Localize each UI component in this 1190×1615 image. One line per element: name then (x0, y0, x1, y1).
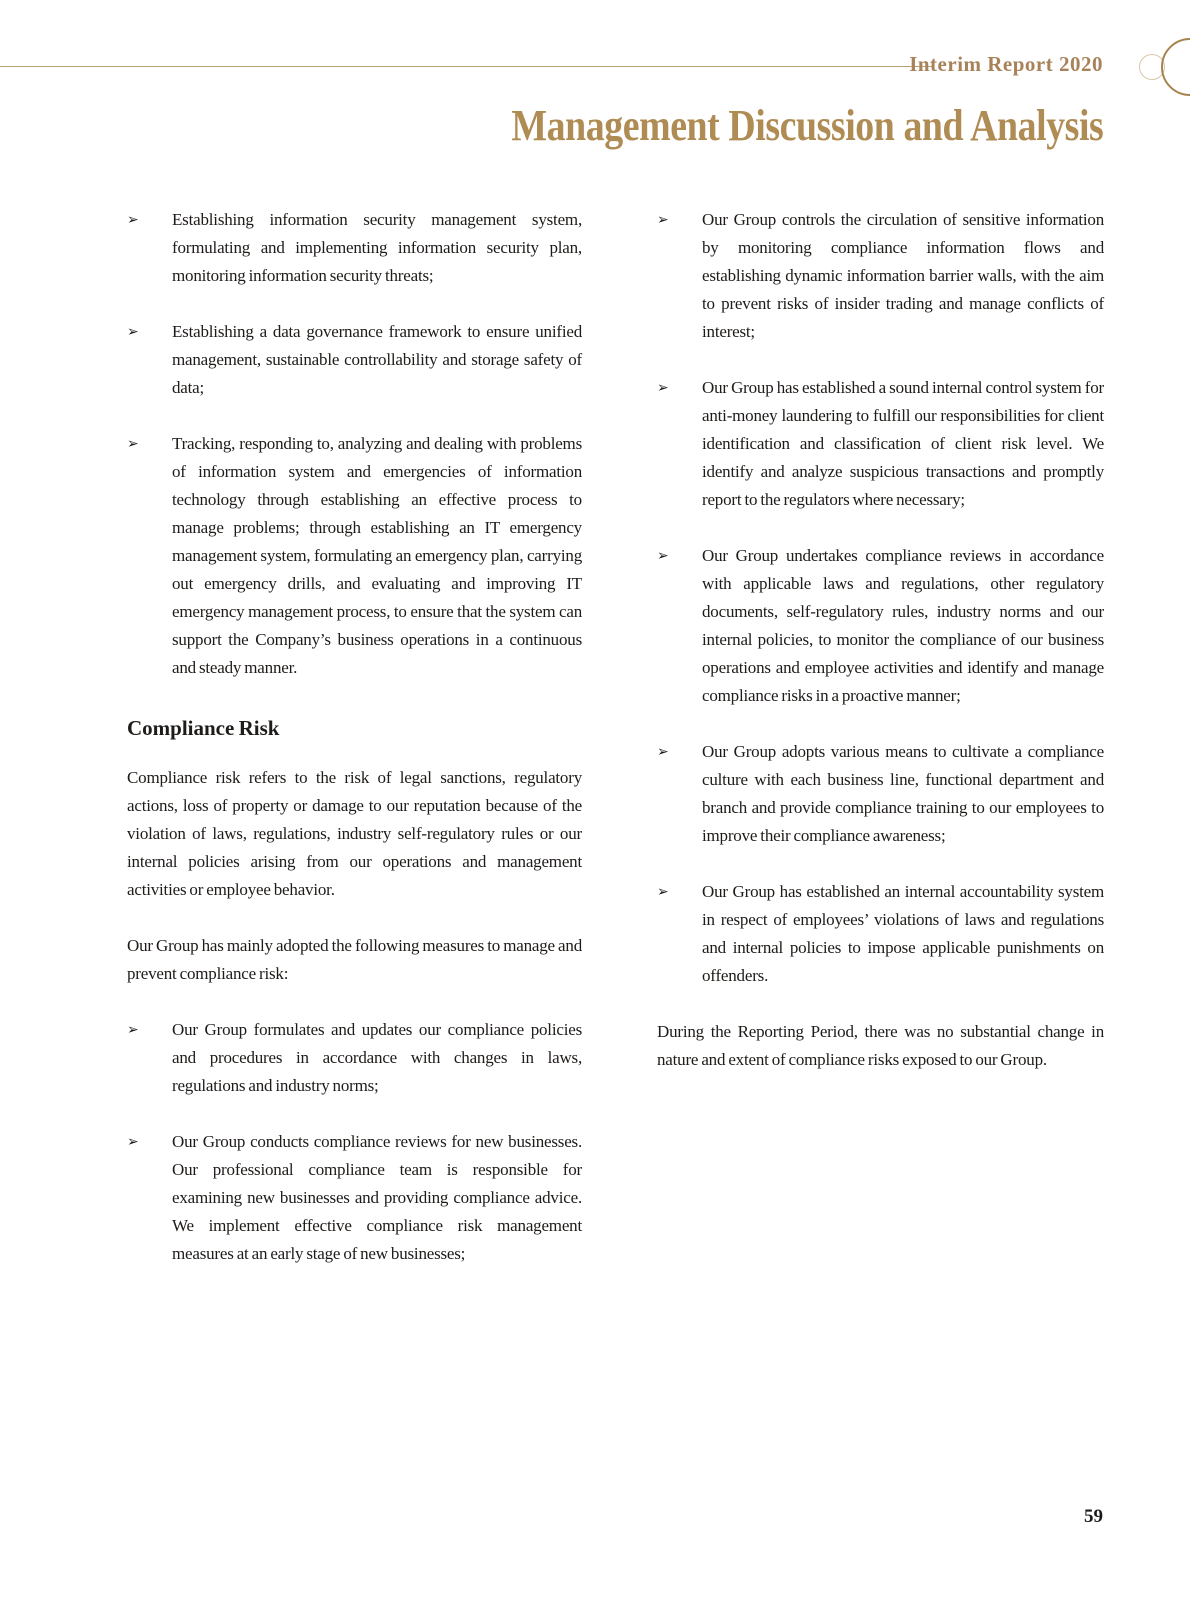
arrow-bullet-icon: ➢ (127, 1022, 139, 1038)
arrow-bullet-icon: ➢ (657, 744, 669, 760)
arrow-bullet-icon: ➢ (127, 1134, 139, 1150)
bullet-text: Our Group has established a sound internal control system for anti-money laundering to fulfill our responsibilities for client identification and classification of client risk level. We identify and analyze suspicious transactions and promptly report to the regulators where necessary; (702, 378, 1104, 509)
page-number: 59 (1084, 1506, 1103, 1527)
list-item (127, 430, 582, 682)
list-item (657, 206, 1104, 346)
bullet-text: Our Group has established an internal accountability system in respect of employees’ violations of laws and regulations and internal policies to impose applicable punishments on offenders. (702, 882, 1104, 985)
arrow-bullet-icon: ➢ (657, 548, 669, 564)
bullet-text: Our Group adopts various means to cultivate a compliance culture with each business line, functional department and branch and provide compliance training to our employees to improve their compliance awareness; (702, 742, 1104, 845)
arrow-bullet-icon: ➢ (657, 884, 669, 900)
right-column (657, 206, 1104, 1102)
bullet-text: Our Group undertakes compliance reviews in accordance with applicable laws and regulations, other regulatory documents, self-regulatory rules, industry norms and our internal policies, to monitor the compliance of our business operations and employee activities and identify and manage compliance risks in a proactive manner; (702, 546, 1104, 705)
report-title: Interim Report 2020 (909, 52, 1103, 76)
bullet-text: Our Group controls the circulation of sensitive information by monitoring compliance information flows and establishing dynamic information barrier walls, with the aim to prevent risks of insider trading and manage conflicts of interest; (702, 210, 1104, 341)
list-item (657, 542, 1104, 710)
bullet-text: Our Group formulates and updates our compliance policies and procedures in accordance with changes in laws, regulations and industry norms; (172, 1020, 582, 1095)
list-item (657, 878, 1104, 990)
page-title: Management Discussion and Analysis (511, 101, 1103, 150)
arrow-bullet-icon: ➢ (127, 324, 139, 340)
bullet-text: Our Group conducts compliance reviews for new businesses. Our professional compliance team is responsible for examining new businesses and providing compliance advice. We implement effective compliance risk management measures at an early stage of new businesses; (172, 1132, 582, 1263)
left-column (127, 206, 582, 1296)
list-item (127, 318, 582, 402)
paragraph: Compliance risk refers to the risk of legal sanctions, regulatory actions, loss of property or damage to our reputation because of the violation of laws, regulations, industry self-regulatory rules or our internal policies arising from our operations and management activities or employee behavior. (127, 768, 582, 899)
arrow-bullet-icon: ➢ (127, 212, 139, 228)
list-item (127, 1128, 582, 1268)
closing-paragraph: During the Reporting Period, there was no substantial change in nature and extent of compliance risks exposed to our Group. (657, 1022, 1104, 1069)
circle-decoration-large-icon (1161, 38, 1190, 96)
list-item (127, 206, 582, 290)
arrow-bullet-icon: ➢ (127, 436, 139, 452)
bullet-text: Establishing a data governance framework to ensure unified management, sustainable controllability and storage safety of data; (172, 322, 582, 397)
arrow-bullet-icon: ➢ (657, 380, 669, 396)
header-rule (0, 66, 933, 67)
paragraph: Our Group has mainly adopted the following measures to manage and prevent compliance risk: (127, 936, 582, 983)
section-heading: Compliance Risk (127, 716, 280, 740)
list-item (657, 738, 1104, 850)
bullet-text: Establishing information security management system, formulating and implementing information security plan, monitoring information security threats; (172, 210, 582, 285)
bullet-text: Tracking, responding to, analyzing and dealing with problems of information system and emergencies of information technology through establishing an effective process to manage problems; through establishing an IT emergency management system, formulating an emergency plan, carrying out emergency drills, and evaluating and improving IT emergency management process, to ensure that the system can support the Company’s business operations in a continuous and steady manner. (172, 434, 582, 677)
list-item (127, 1016, 582, 1100)
arrow-bullet-icon: ➢ (657, 212, 669, 228)
list-item (657, 374, 1104, 514)
